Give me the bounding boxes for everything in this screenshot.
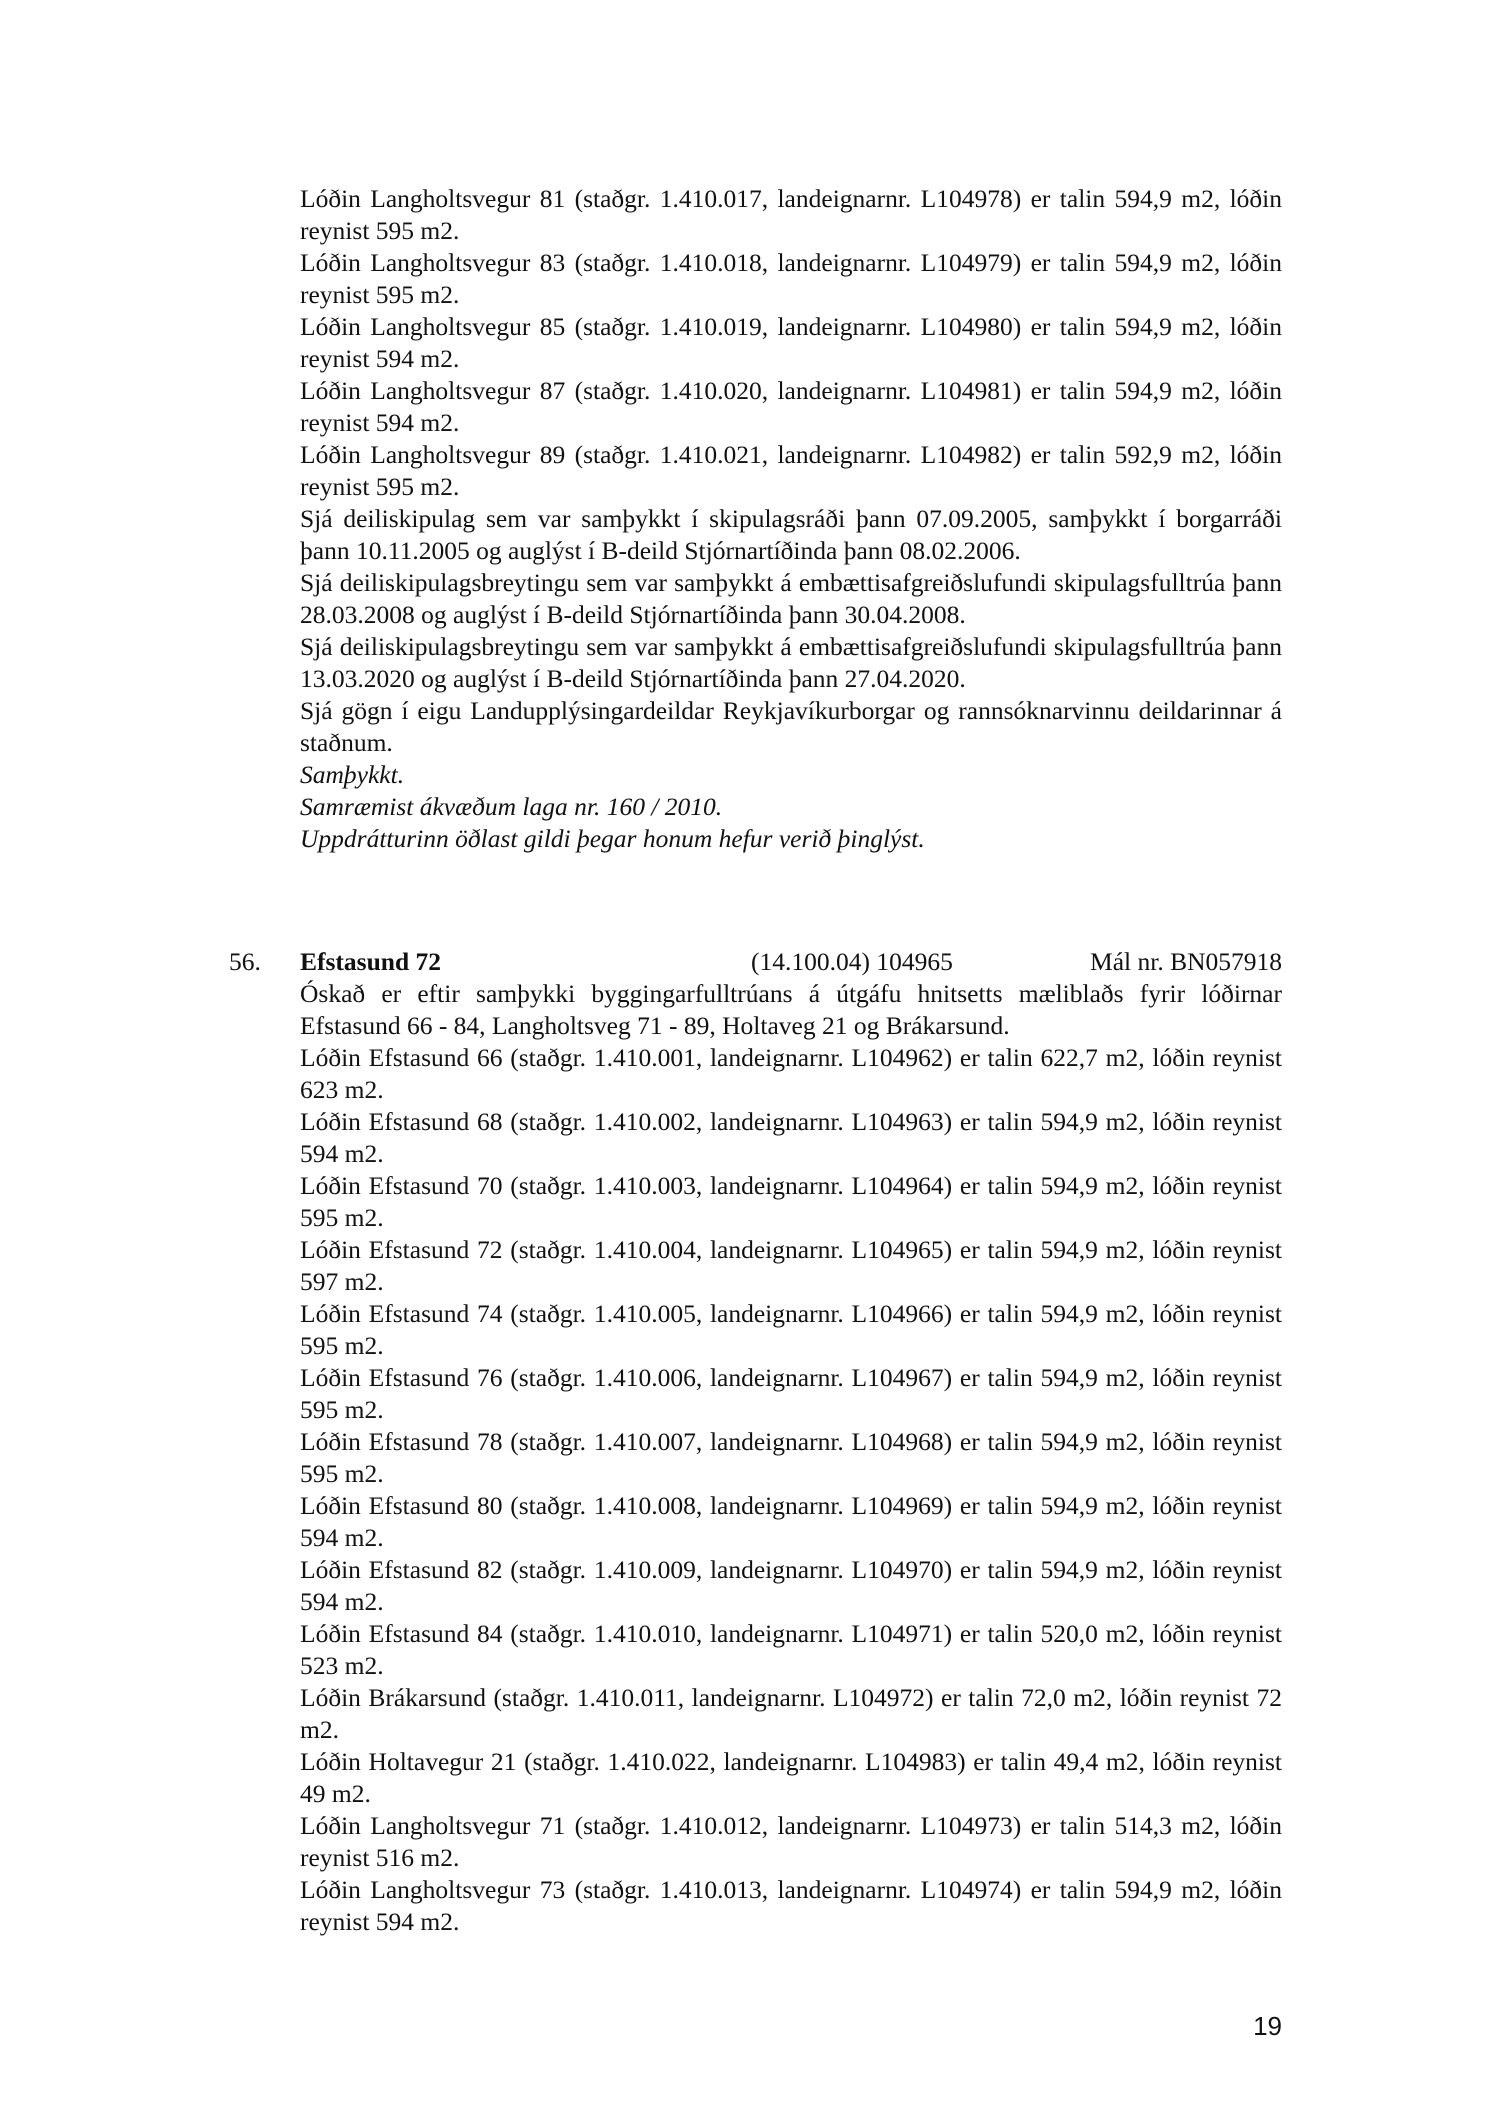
paragraph: Sjá deiliskipulagsbreytingu sem var samþykkt á embættisafgreiðslufundi skipulagsfulltrúa þann 13.03.2020 og auglýst í B-deild Stjórnartíðinda þann 27.04.2020. [300, 632, 1282, 693]
paragraph: Lóðin Efstasund 78 (staðgr. 1.410.007, landeignarnr. L104968) er talin 594,9 m2, lóðin reynist 595 m2. [300, 1427, 1282, 1488]
paragraph: Lóðin Efstasund 74 (staðgr. 1.410.005, landeignarnr. L104966) er talin 594,9 m2, lóðin reynist 595 m2. [300, 1299, 1282, 1360]
paragraph: Lóðin Langholtsvegur 85 (staðgr. 1.410.019, landeignarnr. L104980) er talin 594,9 m2, lóðin reynist 594 m2. [300, 312, 1282, 373]
paragraph: Lóðin Langholtsvegur 73 (staðgr. 1.410.013, landeignarnr. L104974) er talin 594,9 m2, lóðin reynist 594 m2. [300, 1875, 1282, 1936]
paragraph: Lóðin Langholtsvegur 81 (staðgr. 1.410.017, landeignarnr. L104978) er talin 594,9 m2, lóðin reynist 595 m2. [300, 184, 1282, 245]
case-number: 56. [229, 947, 261, 976]
decision-approved: Samþykkt. [300, 760, 405, 789]
paragraph: Lóðin Langholtsvegur 83 (staðgr. 1.410.018, landeignarnr. L104979) er talin 594,9 m2, lóðin reynist 595 m2. [300, 248, 1282, 309]
case-file-number: Mál nr. BN057918 [1090, 947, 1282, 976]
paragraph: Lóðin Langholtsvegur 71 (staðgr. 1.410.012, landeignarnr. L104973) er talin 514,3 m2, lóðin reynist 516 m2. [300, 1811, 1282, 1872]
paragraph: Lóðin Holtavegur 21 (staðgr. 1.410.022, landeignarnr. L104983) er talin 49,4 m2, lóðin reynist 49 m2. [300, 1747, 1282, 1808]
paragraph: Lóðin Langholtsvegur 87 (staðgr. 1.410.020, landeignarnr. L104981) er talin 594,9 m2, lóðin reynist 594 m2. [300, 376, 1282, 437]
paragraph: Lóðin Efstasund 76 (staðgr. 1.410.006, landeignarnr. L104967) er talin 594,9 m2, lóðin reynist 595 m2. [300, 1363, 1282, 1424]
decision-registration-note: Uppdrátturinn öðlast gildi þegar honum hefur verið þinglýst. [300, 824, 925, 853]
paragraph: Lóðin Efstasund 72 (staðgr. 1.410.004, landeignarnr. L104965) er talin 594,9 m2, lóðin reynist 597 m2. [300, 1235, 1282, 1296]
paragraph: Lóðin Efstasund 70 (staðgr. 1.410.003, landeignarnr. L104964) er talin 594,9 m2, lóðin reynist 595 m2. [300, 1171, 1282, 1232]
top-section [300, 183, 1282, 855]
paragraph: Sjá deiliskipulagsbreytingu sem var samþykkt á embættisafgreiðslufundi skipulagsfulltrúa þann 28.03.2008 og auglýst í B-deild Stjórnartíðinda þann 30.04.2008. [300, 568, 1282, 629]
case-request: Óskað er eftir samþykki byggingarfulltrúans á útgáfu hnitsetts mæliblaðs fyrir lóðirnar Efstasund 66 - 84, Langholtsveg 71 - 89, Holtaveg 21 og Brákarsund. [300, 979, 1282, 1040]
paragraph: Sjá gögn í eigu Landupplýsingardeildar Reykjavíkurborgar og rannsóknarvinnu deildarinnar á staðnum. [300, 696, 1282, 757]
paragraph: Lóðin Efstasund 68 (staðgr. 1.410.002, landeignarnr. L104963) er talin 594,9 m2, lóðin reynist 594 m2. [300, 1107, 1282, 1168]
case-reference: (14.100.04) 104965 [751, 947, 953, 976]
page-number: 19 [1253, 2011, 1282, 2041]
case-address: Efstasund 72 [300, 947, 442, 976]
decision-law-compliance: Samræmist ákvæðum laga nr. 160 / 2010. [300, 792, 723, 821]
paragraph: Sjá deiliskipulag sem var samþykkt í skipulagsráði þann 07.09.2005, samþykkt í borgarráði þann 10.11.2005 og auglýst í B-deild Stjórnartíðinda þann 08.02.2006. [300, 504, 1282, 565]
paragraph: Lóðin Efstasund 80 (staðgr. 1.410.008, landeignarnr. L104969) er talin 594,9 m2, lóðin reynist 594 m2. [300, 1491, 1282, 1552]
paragraph: Lóðin Brákarsund (staðgr. 1.410.011, landeignarnr. L104972) er talin 72,0 m2, lóðin reynist 72 m2. [300, 1683, 1282, 1744]
paragraph: Lóðin Langholtsvegur 89 (staðgr. 1.410.021, landeignarnr. L104982) er talin 592,9 m2, lóðin reynist 595 m2. [300, 440, 1282, 501]
case-header [229, 946, 1282, 978]
paragraph: Lóðin Efstasund 66 (staðgr. 1.410.001, landeignarnr. L104962) er talin 622,7 m2, lóðin reynist 623 m2. [300, 1043, 1282, 1104]
paragraph: Lóðin Efstasund 84 (staðgr. 1.410.010, landeignarnr. L104971) er talin 520,0 m2, lóðin reynist 523 m2. [300, 1619, 1282, 1680]
paragraph: Lóðin Efstasund 82 (staðgr. 1.410.009, landeignarnr. L104970) er talin 594,9 m2, lóðin reynist 594 m2. [300, 1555, 1282, 1616]
case-section [300, 978, 1282, 1938]
